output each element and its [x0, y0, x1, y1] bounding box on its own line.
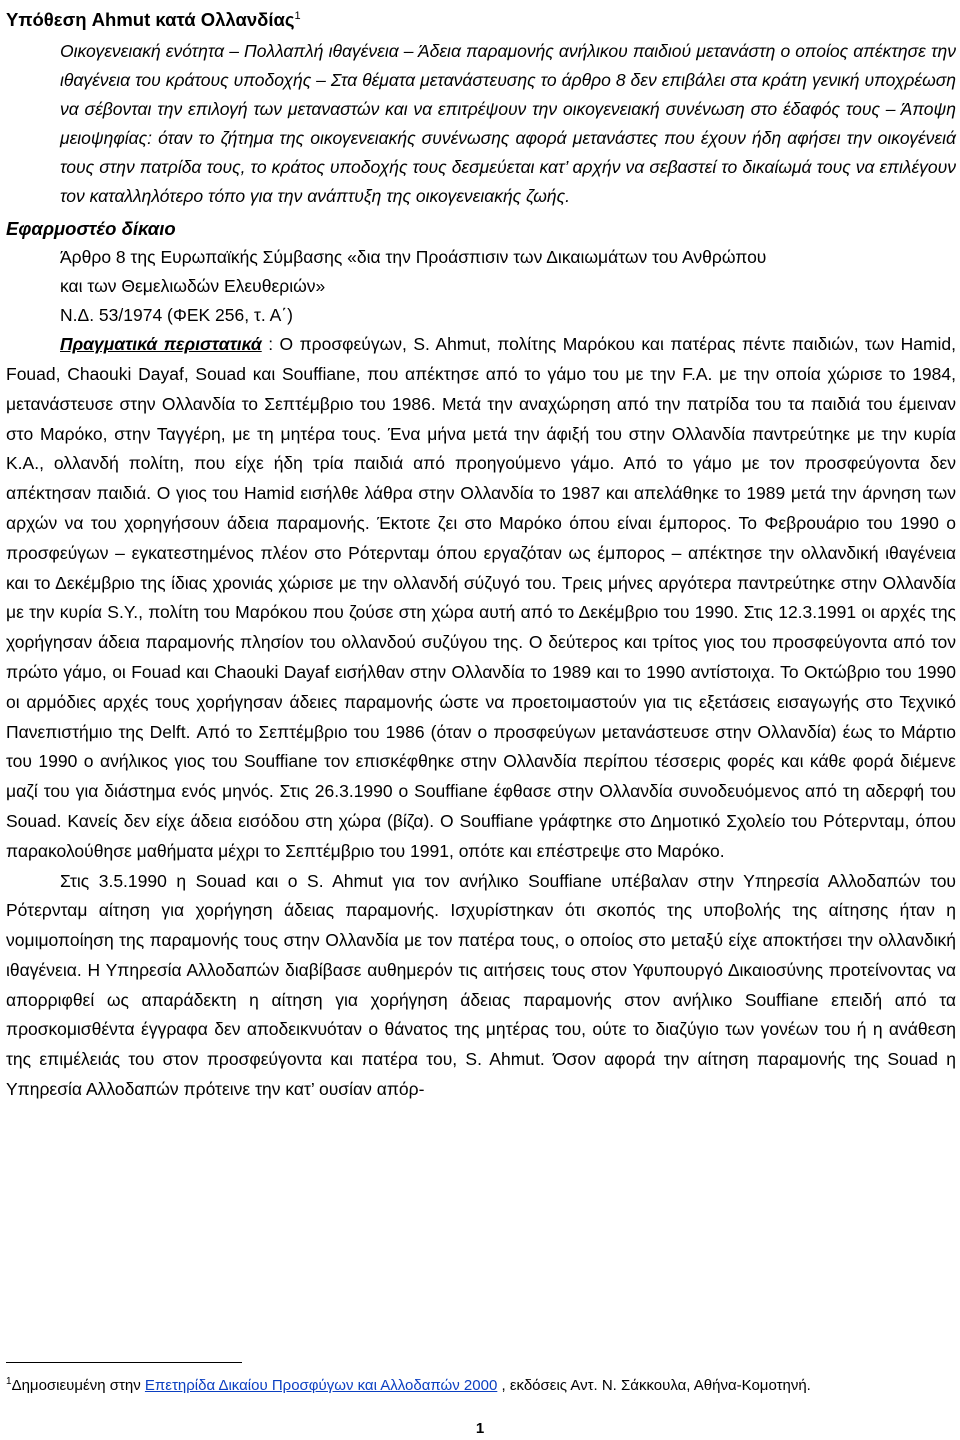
facts-paragraph — [6, 330, 956, 866]
facts-paragraph: Στις 3.5.1990 η Souad και ο S. Ahmut για τον ανήλικο Souffiane υπέβαλαν στην Υπηρεσία Αλλοδαπών του Ρότερνταμ αίτηση για χορήγηση άδειας παραμονής. Ισχυρίστηκαν ότι σκοπός της υποβολής της αίτησης ήταν η νομιμοποίηση της παραμονής τους στην Ολλανδία με τον πατέρα τους, ο οποίος στο μεταξύ είχε αποκτήσει την ολλανδική ιθαγένεια. Η Υπηρεσία Αλλοδαπών διαβίβασε αυθημερόν τις αιτήσεις τους στον Υφυπουργό Δικαιοσύνης προτείνοντας να απορριφθεί ως απαράδεκτη η αίτηση για χορήγηση άδειας παραμονής στον ανήλικο Souffiane επειδή από τα προσκομισθέντα έγγραφα δεν αποδεικνυόταν ο θάνατος της μητέρας του, ούτε το διαζύγιο των γονέων του ή η ανάθεση της επιμέλειάς του στον προσφεύγοντα και πατέρα του, S. Ahmut. Όσον αφορά την αίτηση παραμονής της Souad η Υπηρεσία Αλλοδαπών πρότεινε την κατ’ ουσίαν απόρ- — [6, 870, 956, 1100]
facts-paragraph-text: : Ο προσφεύγων, S. Ahmut, πολίτης Μαρόκου και πατέρας πέντε παιδιών, των Hamid, Fouad, Chaouki Dayaf, Souad και Souffiane, που απέκτησε από το γάμο του με την F.A. με την οποία χώρισε το 1984, μετανάστευσε στην Ολλανδία το Σεπτέμβριο του 1986. Μετά την αναχώρηση από την πατρίδα του τα παιδιά του έμειναν στο Μαρόκο, στην Ταγγέρη, με τη μητέρα τους. Ένα μήνα μετά την άφιξή του στην Ολλανδία παντρεύτηκε με την κυρία Κ.Α., ολλανδή πολίτη, που είχε ήδη τρία παιδιά από προηγούμενο γάμο. Από το γάμο με τον προσφεύγοντα δεν απέκτησαν παιδιά. Ο γιος του Hamid εισήλθε λάθρα στην Ολλανδία το 1987 και απελάθηκε το 1989 μετά την άρνηση των αρχών να του χορηγήσουν άδεια παραμονής. Έκτοτε ζει στο Μαρόκο όπου είναι έμπορος. Το Φεβρουάριο του 1990 ο προσφεύγων – εγκατεστημένος πλέον στο Ρότερνταμ όπου εργαζόταν ως έμπορος – απέκτησε την ολλανδική ιθαγένεια και το Δεκέμβριο της ίδιας χρονιάς χώρισε με την ολλανδή σύζυγό του. Τρεις μήνες αργότερα παντρεύτηκε στην Ολλανδία με την κυρία S.Y., πολίτη του Μαρόκου που ζούσε στη χώρα αυτή από το Δεκέμβριο του 1990. Στις 12.3.1991 οι αρχές της χορήγησαν άδεια παραμονής πλησίον του ολλανδού συζύγου της. Ο δεύτερος και τρίτος γιος του προσφεύγοντα από τον πρώτο γάμο, οι Fouad και Chaouki Dayaf εισήλθαν στην Ολλανδία το 1989 και το 1990 αντίστοιχα. Το Οκτώβριο του 1990 οι αρμόδιες αρχές τους χορήγησαν άδειες παραμονής ώστε να προετοιμαστούν για τις εξετάσεις εισαγωγής στο Τεχνικό Πανεπιστήμιο της Delft. Από το Σεπτέμβριο του 1986 (όταν ο προσφεύγων μετανάστευσε στην Ολλανδία) έως το Μάρτιο του 1990 ο ανήλικος γιος του Souffiane τον επισκέφθηκε στην Ολλανδία περίπου τέσσερις φορές και κάθε φορά διέμενε μαζί του για διάστημα ενός μηνός. Στις 26.3.1990 ο Souffiane έφθασε στην Ολλανδία συνοδευόμενος από τη αδερφή του Souad. Κανείς δεν είχε άδεια εισόδου στη χώρα (βίζα). Ο Souffiane γράφτηκε στο Δημοτικό Σχολείο του Ρότερνταμ, όπου παρακολούθησε μαθήματα μέχρι το Σεπτέμβριο του 1991, οπότε και επέστρεψε στο Μαρόκο. — [6, 334, 957, 861]
document-page — [6, 0, 956, 1105]
applicable-law-heading: Εφαρμοστέο δίκαιο — [6, 218, 176, 240]
case-keywords: Οικογενειακή ενότητα – Πολλαπλή ιθαγένεια – Άδεια παραμονής ανήλικου παιδιού μετανάστη ο οποίος απέκτησε την ιθαγένεια του κράτους υποδοχής – Στα θέματα μετανάστευσης το άρθρο 8 δεν επιβάλει στα κράτη γενική υποχρέωση να σέβονται την επιλογή των μεταναστών και να επιτρέψουν την οικογενειακή συνένωση στο έδαφός τους – Άποψη μειοψηφίας: όταν το ζήτημα της οικογενειακής συνένωσης αφορά μετανάστες που έχουν ήδη αφήσει την οικογένειά τους στην πατρίδα τους, το κράτος υποδοχής τους δεσμεύεται κατ’ αρχήν να σεβαστεί το δικαίωμά τους να επιλέγουν τον καταλληλότερο τόπο για την ανάπτυξη της οικογενειακής ζωής. — [60, 41, 956, 207]
case-title-text: Υπόθεση Ahmut κατά Ολλανδίας — [6, 9, 295, 31]
case-title — [6, 3, 956, 33]
footnote-prefix: Δημοσιευμένη στην — [11, 1377, 145, 1394]
footnote-reference[interactable]: 1 — [294, 10, 301, 22]
page-number: 1 — [475, 1420, 485, 1437]
applicable-law-line: και των Θεμελιωδών Ελευθεριών» — [60, 276, 326, 297]
footnote — [6, 1370, 956, 1398]
applicable-law-line: Ν.Δ. 53/1974 (ΦΕΚ 256, τ. Α΄) — [60, 305, 293, 326]
facts-label: Πραγματικά περιστατικά — [60, 334, 262, 355]
footnote-divider — [6, 1362, 242, 1363]
publication-link[interactable]: Επετηρίδα Δικαίου Προσφύγων και Αλλοδαπών 2000 — [144, 1377, 498, 1394]
applicable-law-line: Άρθρο 8 της Ευρωπαϊκής Σύμβασης «δια την Προάσπισιν των Δικαιωμάτων του Ανθρώπου — [60, 247, 767, 268]
footnote-suffix: , εκδόσεις Αντ. Ν. Σάκκουλα, Αθήνα-Κομοτηνή. — [497, 1377, 811, 1394]
footnote-marker: 1 — [6, 1376, 12, 1387]
